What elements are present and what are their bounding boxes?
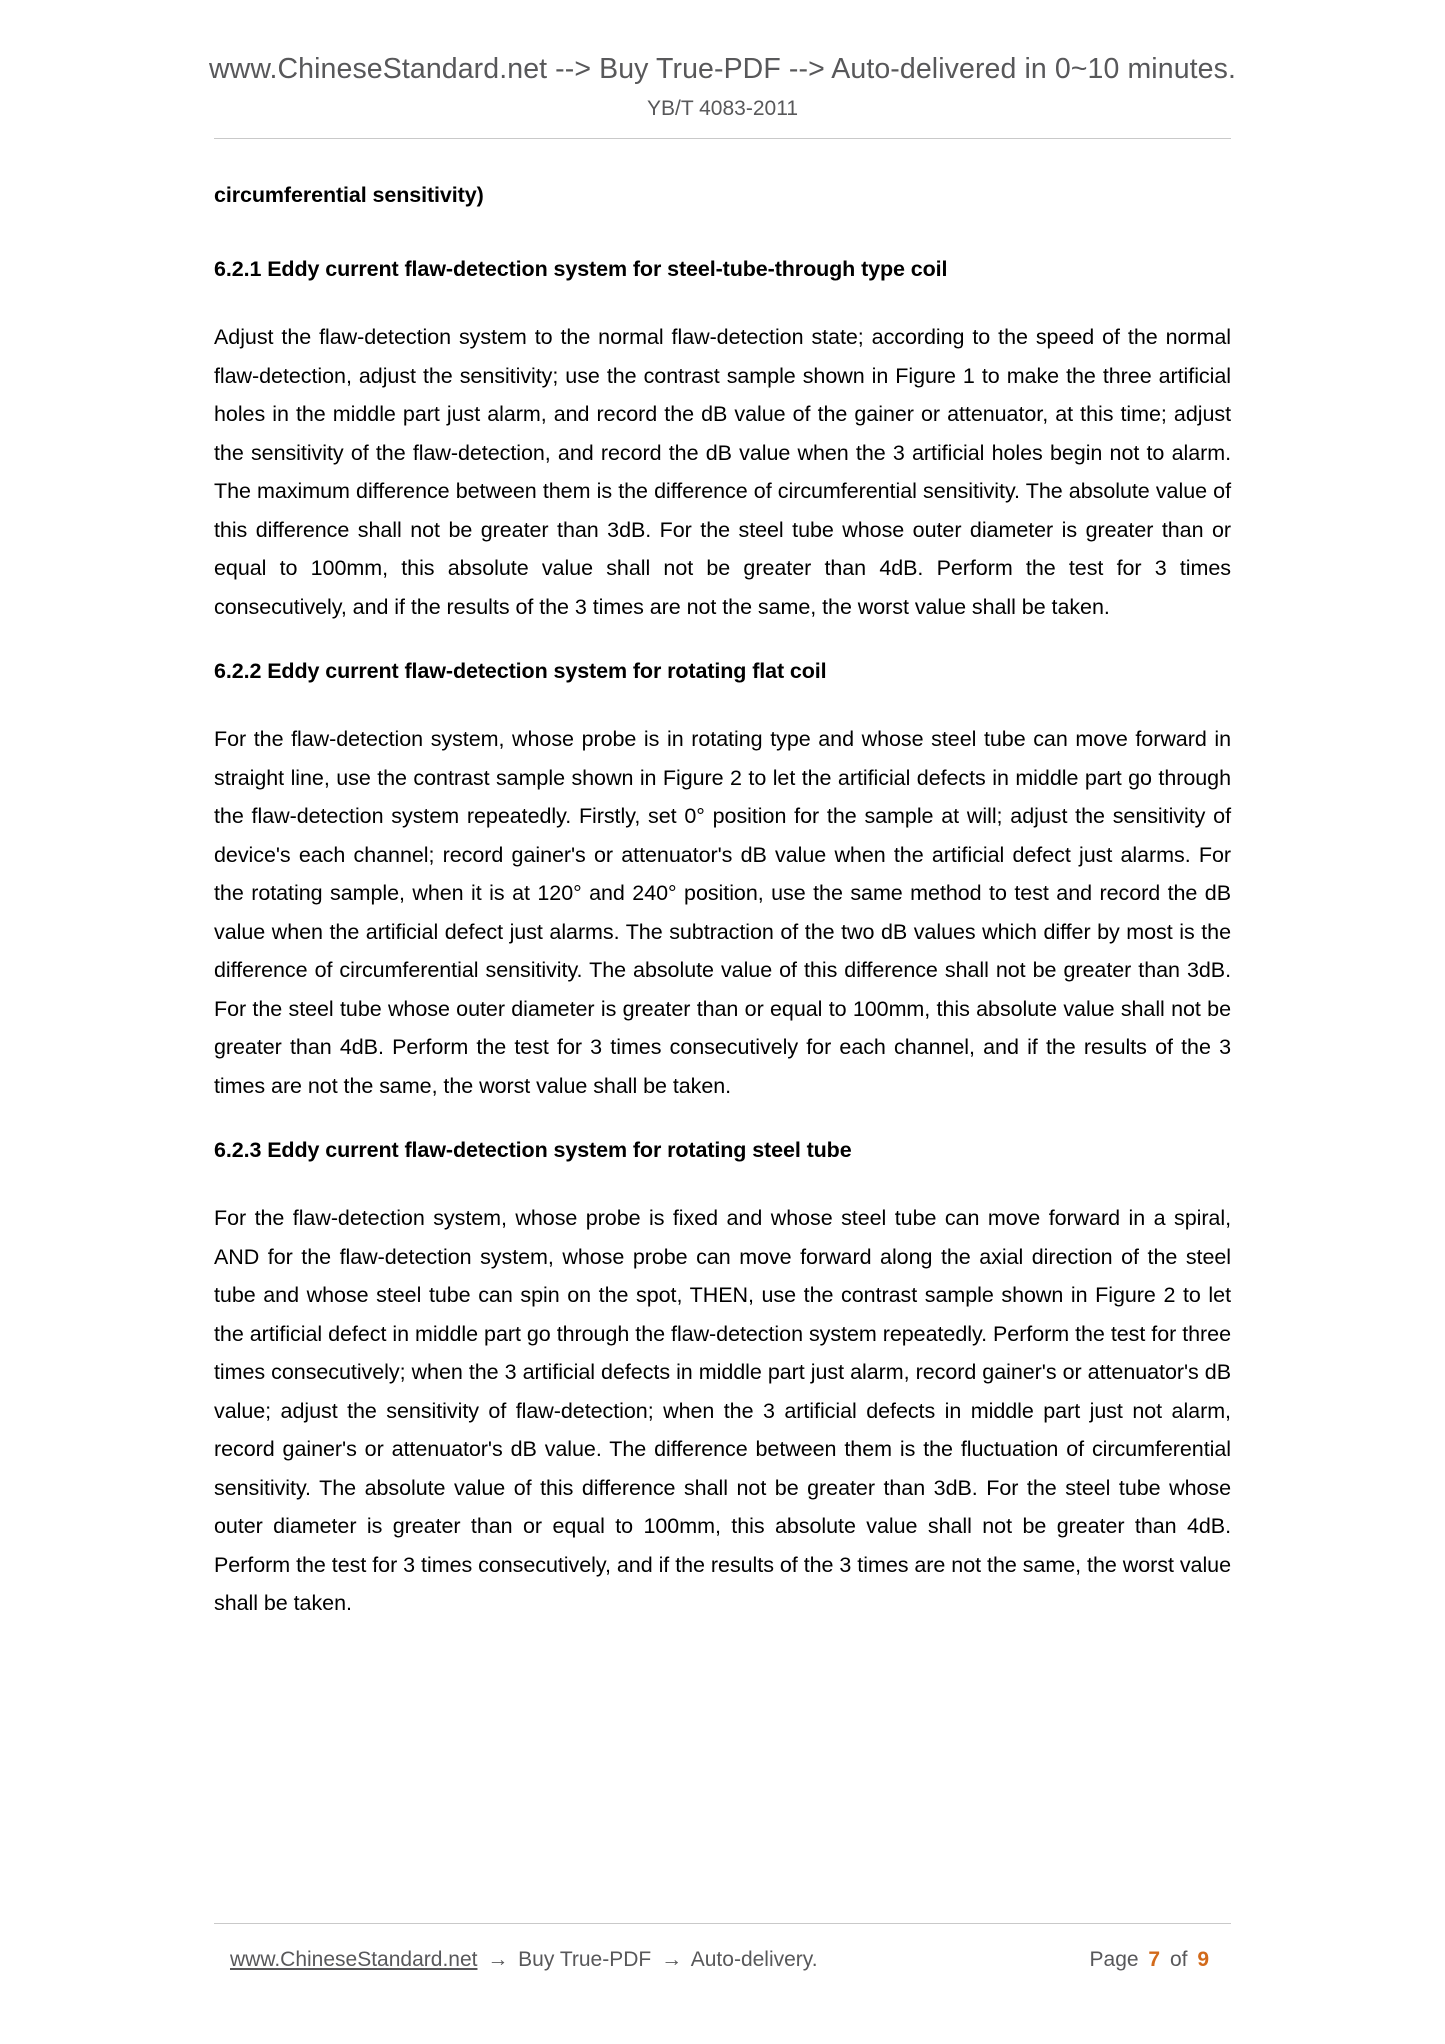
- standard-number: YB/T 4083-2011: [647, 97, 798, 121]
- footer-promo: [230, 1948, 818, 1972]
- current-page-number: 7: [1148, 1948, 1161, 1971]
- document-body: [214, 139, 1231, 1623]
- section-heading-6-2-3: 6.2.3 Eddy current flaw-detection system for rotating steel tube: [214, 1138, 852, 1163]
- page-header: [0, 0, 1445, 139]
- right-arrow-icon-2: →: [661, 1948, 683, 1971]
- total-page-number: 9: [1197, 1948, 1209, 1971]
- footer-delivery-label: Auto-delivery.: [690, 1948, 818, 1971]
- page-label: Page: [1089, 1948, 1139, 1971]
- spacer: [214, 1165, 1231, 1199]
- section-heading-6-2-1: 6.2.1 Eddy current flaw-detection system for steel-tube-through type coil: [214, 257, 948, 282]
- page-footer: [0, 1923, 1445, 2044]
- footer-site-link[interactable]: www.ChineseStandard.net: [230, 1948, 478, 1971]
- right-arrow-icon: →: [487, 1948, 509, 1971]
- spacer: [214, 1105, 1231, 1136]
- of-label: of: [1169, 1948, 1188, 1971]
- section-heading-6-2-2: 6.2.2 Eddy current flaw-detection system for rotating flat coil: [214, 659, 827, 684]
- footer-buy-label: Buy True-PDF: [518, 1948, 652, 1971]
- footer-content: [214, 1924, 1231, 2044]
- continued-clause-text: circumferential sensitivity): [214, 183, 484, 208]
- spacer: [214, 686, 1231, 720]
- page-indicator: [1090, 1948, 1213, 1972]
- section-body-6-2-3: For the flaw-detection system, whose probe is fixed and whose steel tube can move forward in a spiral, AND for the flaw-detection system, whose probe can move forward along the axial direction of the steel tube and whose steel tube can spin on the spot, THEN, use the contrast sample shown in Figure 2 to let the artificial defect in middle part go through the flaw-detection system repeatedly. Perform the test for three times consecutively; when the 3 artificial defects in middle part just alarm, record gainer's or attenuator's dB value; adjust the sensitivity of flaw-detection; when the 3 artificial defects in middle part just not alarm, record gainer's or attenuator's dB value. The difference between them is the fluctuation of circumferential sensitivity. The absolute value of this difference shall not be greater than 3dB. For the steel tube whose outer diameter is greater than or equal to 100mm, this absolute value shall not be greater than 4dB. Perform the test for 3 times consecutively, and if the results of the 3 times are not the same, the worst value shall be taken.: [214, 1206, 1231, 1616]
- section-body-6-2-2: For the flaw-detection system, whose probe is in rotating type and whose steel tube can move forward in straight line, use the contrast sample shown in Figure 2 to let the artificial defects in middle part go through the flaw-detection system repeatedly. Firstly, set 0° position for the sample at will; adjust the sensitivity of device's each channel; record gainer's or attenuator's dB value when the artificial defect just alarms. For the rotating sample, when it is at 120° and 240° position, use the same method to test and record the dB value when the artificial defect just alarms. The subtraction of the two dB values which differ by most is the difference of circumferential sensitivity. The absolute value of this difference shall not be greater than 3dB. For the steel tube whose outer diameter is greater than or equal to 100mm, this absolute value shall not be greater than 4dB. Perform the test for 3 times consecutively for each channel, and if the results of the 3 times are not the same, the worst value shall be taken.: [214, 727, 1231, 1098]
- spacer: [214, 210, 1231, 255]
- spacer: [214, 284, 1231, 318]
- spacer: [214, 626, 1231, 657]
- watermark-banner: www.ChineseStandard.net --> Buy True-PDF --> Auto-delivered in 0~10 minutes.: [209, 53, 1236, 85]
- section-body-6-2-1: Adjust the flaw-detection system to the normal flaw-detection state; according to the speed of the normal flaw-detection, adjust the sensitivity; use the contrast sample shown in Figure 1 to make the three artificial holes in the middle part just alarm, and record the dB value of the gainer or attenuator, at this time; adjust the sensitivity of the flaw-detection, and record the dB value when the 3 artificial holes begin not to alarm. The maximum difference between them is the difference of circumferential sensitivity. The absolute value of this difference shall not be greater than 3dB. For the steel tube whose outer diameter is greater than or equal to 100mm, this absolute value shall not be greater than 4dB. Perform the test for 3 times consecutively, and if the results of the 3 times are not the same, the worst value shall be taken.: [214, 325, 1231, 619]
